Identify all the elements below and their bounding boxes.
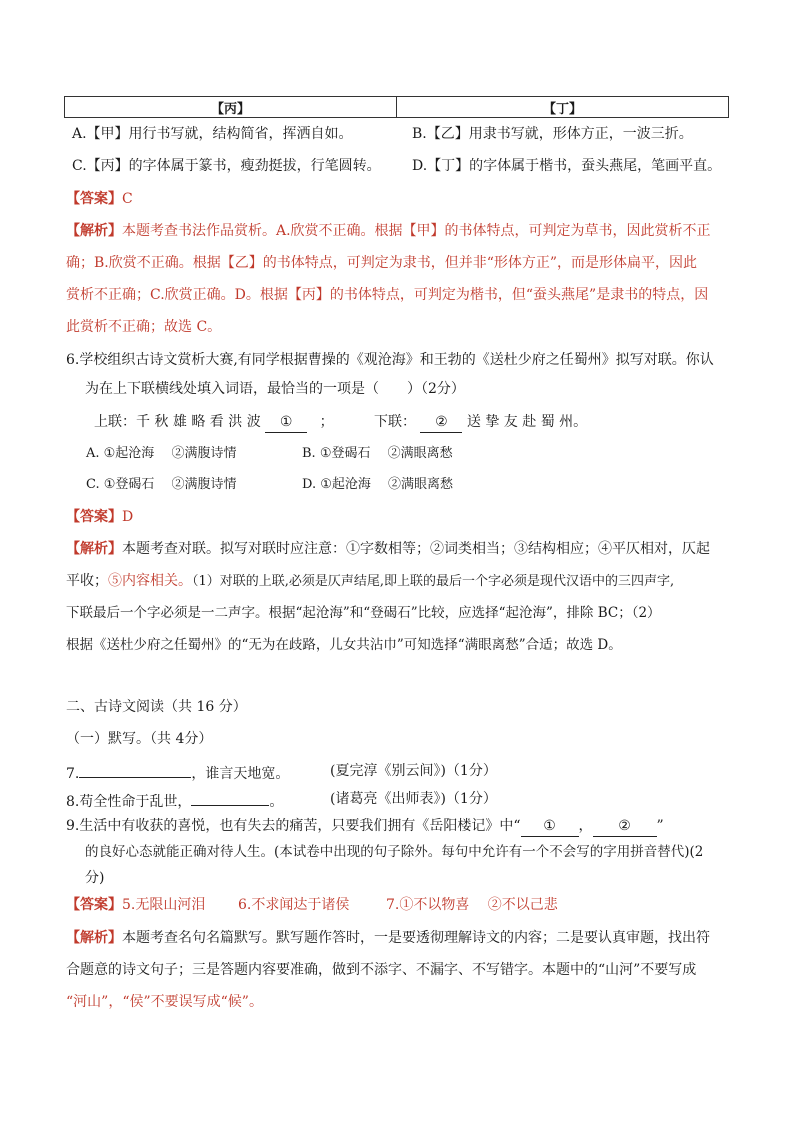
q5-answer <box>66 189 133 209</box>
q5-analysis-line-2: 确；B.欣赏不正确。根据【乙】的书体特点，可判定为隶书，但并非“形体方正”，而是形体扁平，因此 <box>66 255 698 271</box>
q8-blank <box>191 789 269 806</box>
q6-option-a: A. ①起沧海 ②满腹诗情 <box>86 446 237 461</box>
section2-subtitle: （一）默写。（共 4分） <box>66 731 213 747</box>
analysis-text: 平收； <box>66 573 108 589</box>
analysis-text: 本题考查名句名篇默写。默写题作答时，一是要透彻理解诗文的内容；二是要认真审题，找出符 <box>122 930 710 946</box>
q5-option-a: A.【甲】用行书写就，结构简省，挥洒自如。 <box>72 126 353 142</box>
q9-text: 9.生活中有收获的喜悦，也有失去的痛苦，只要我们拥有《岳阳楼记》中“ <box>66 818 521 834</box>
q9-line-2: 的良好心态就能正确对待人生。(本试卷中出现的句子除外。每句中允许有一个不会写的字用拼音替代)(2 <box>85 844 704 860</box>
answer-5: 5.无限山河泪 <box>122 897 206 913</box>
q6-upper-couplet <box>94 412 334 433</box>
q6-stem-line-1: 6.学校组织古诗文赏析大赛,有同学根据曹操的《观沧海》和王勃的《送杜少府之任蜀州》拟写对联。你认 <box>66 352 714 368</box>
answer-value: D <box>122 509 134 525</box>
q6-stem-line-2: 为在上下联横线处填入词语，最恰当的一项是（ ）（2分） <box>85 381 465 397</box>
answer-tag: 【答案】 <box>66 509 122 525</box>
q5-analysis-line-3: 赏析不正确；C.欣赏正确。D。根据【丙】的书体特点，可判定为楷书，但“蚕头燕尾”是隶书的特点，因 <box>66 287 709 303</box>
section2-answer <box>66 895 205 915</box>
table-header-ding: 【丁】 <box>397 97 729 118</box>
answer-7: 7.①不以物喜 ②不以己悲 <box>386 897 558 913</box>
q7-source: (夏完淳《别云间》)（1分） <box>330 763 497 779</box>
answer-tag: 【答案】 <box>66 191 122 207</box>
analysis-tag: 【解析】 <box>66 541 122 557</box>
answer-value: C <box>122 191 133 207</box>
q6-option-d: D. ①起沧海 ②满眼离愁 <box>302 477 454 492</box>
q9-quote-end: ” <box>656 818 664 834</box>
q9-blank-2: ② <box>593 816 657 837</box>
q8-line <box>66 789 283 812</box>
q6-analysis-line-4: 根据《送杜少府之任蜀州》的“无为在歧路，儿女共沾巾”可知选择“满眼离愁”合适；故选 D。 <box>66 637 622 653</box>
upper-prefix: 上联：千 秋 雄 略 看 洪 波 <box>94 414 261 430</box>
analysis-tag: 【解析】 <box>66 930 122 946</box>
q5-analysis-line-4: 此赏析不正确；故选 C。 <box>66 319 222 335</box>
table-header-bing: 【丙】 <box>65 97 397 118</box>
q6-option-c: C. ①登碣石 ②满腹诗情 <box>86 477 237 492</box>
analysis-tag: 【解析】 <box>66 223 122 239</box>
analysis-text: 本题考查对联。拟写对联时应注意：①字数相等；②词类相当；③结构相应；④平仄相对，仄起 <box>122 541 710 557</box>
calligraphy-header-table <box>64 96 729 118</box>
q5-option-c: C.【丙】的字体属于篆书，瘦劲挺拔，行笔圆转。 <box>72 158 381 174</box>
q8-text: 8.苟全性命于乱世， <box>66 794 192 810</box>
analysis-text: 本题考查书法作品赏析。A.欣赏不正确。根据【甲】的书体特点，可判定为草书，因此赏析不正 <box>122 223 711 239</box>
q6-analysis-line-3: 下联最后一个字必须是一二声字。根据“起沧海”和“登碣石”比较，应选择“起沧海”，排除 BC；（2） <box>66 605 661 621</box>
q9-line-3: 分) <box>85 870 105 886</box>
answer-6: 6.不求闻达于诸侯 <box>238 897 350 913</box>
q6-analysis-line-1 <box>66 539 710 559</box>
lower-prefix: 下联： <box>374 414 416 430</box>
q6-analysis-line-2 <box>66 571 674 592</box>
q5-option-b: B.【乙】用隶书写就，形体方正，一波三折。 <box>412 126 693 142</box>
lower-blank: ② <box>420 412 462 433</box>
q8-source: (诸葛亮《出师表》)（1分） <box>330 791 497 807</box>
section2-analysis-line-1 <box>66 928 710 948</box>
q5-option-d: D.【丁】的字体属于楷书，蚕头燕尾，笔画平直。 <box>412 158 722 174</box>
upper-blank: ① <box>265 412 307 433</box>
q7-line <box>66 761 289 784</box>
q7-number: 7. <box>66 766 80 782</box>
q5-analysis-line-1 <box>66 221 711 241</box>
analysis-highlight: ⑤内容相关。 <box>108 573 192 589</box>
section2-analysis-line-2: 合题意的诗文句子；三是答题内容要准确，做到不添字、不漏字、不写错字。本题中的“山河”不要写成 <box>66 962 697 978</box>
q6-option-b: B. ①登碣石 ②满眼离愁 <box>302 446 453 461</box>
answer-tag: 【答案】 <box>66 897 122 913</box>
q7-blank <box>79 761 191 778</box>
q9-line-1 <box>66 816 664 837</box>
analysis-text: （1）对联的上联,必须是仄声结尾,即上联的最后一个字必须是现代汉语中的三四声字, <box>192 574 675 589</box>
q6-answer <box>66 507 133 527</box>
section2-analysis-line-3: “河山”，“侯”不要误写成“候”。 <box>66 994 263 1010</box>
q9-blank-1: ① <box>521 816 579 837</box>
lower-suffix: 送 挚 友 赴 蜀 州。 <box>466 414 588 430</box>
upper-suffix: ； <box>319 414 334 430</box>
q7-text: ，谁言天地宽。 <box>191 766 290 782</box>
q8-end: 。 <box>269 794 284 810</box>
section2-title: 二、古诗文阅读（共 16 分） <box>66 699 247 715</box>
q9-comma: ， <box>578 818 593 834</box>
q6-lower-couplet <box>374 412 587 433</box>
